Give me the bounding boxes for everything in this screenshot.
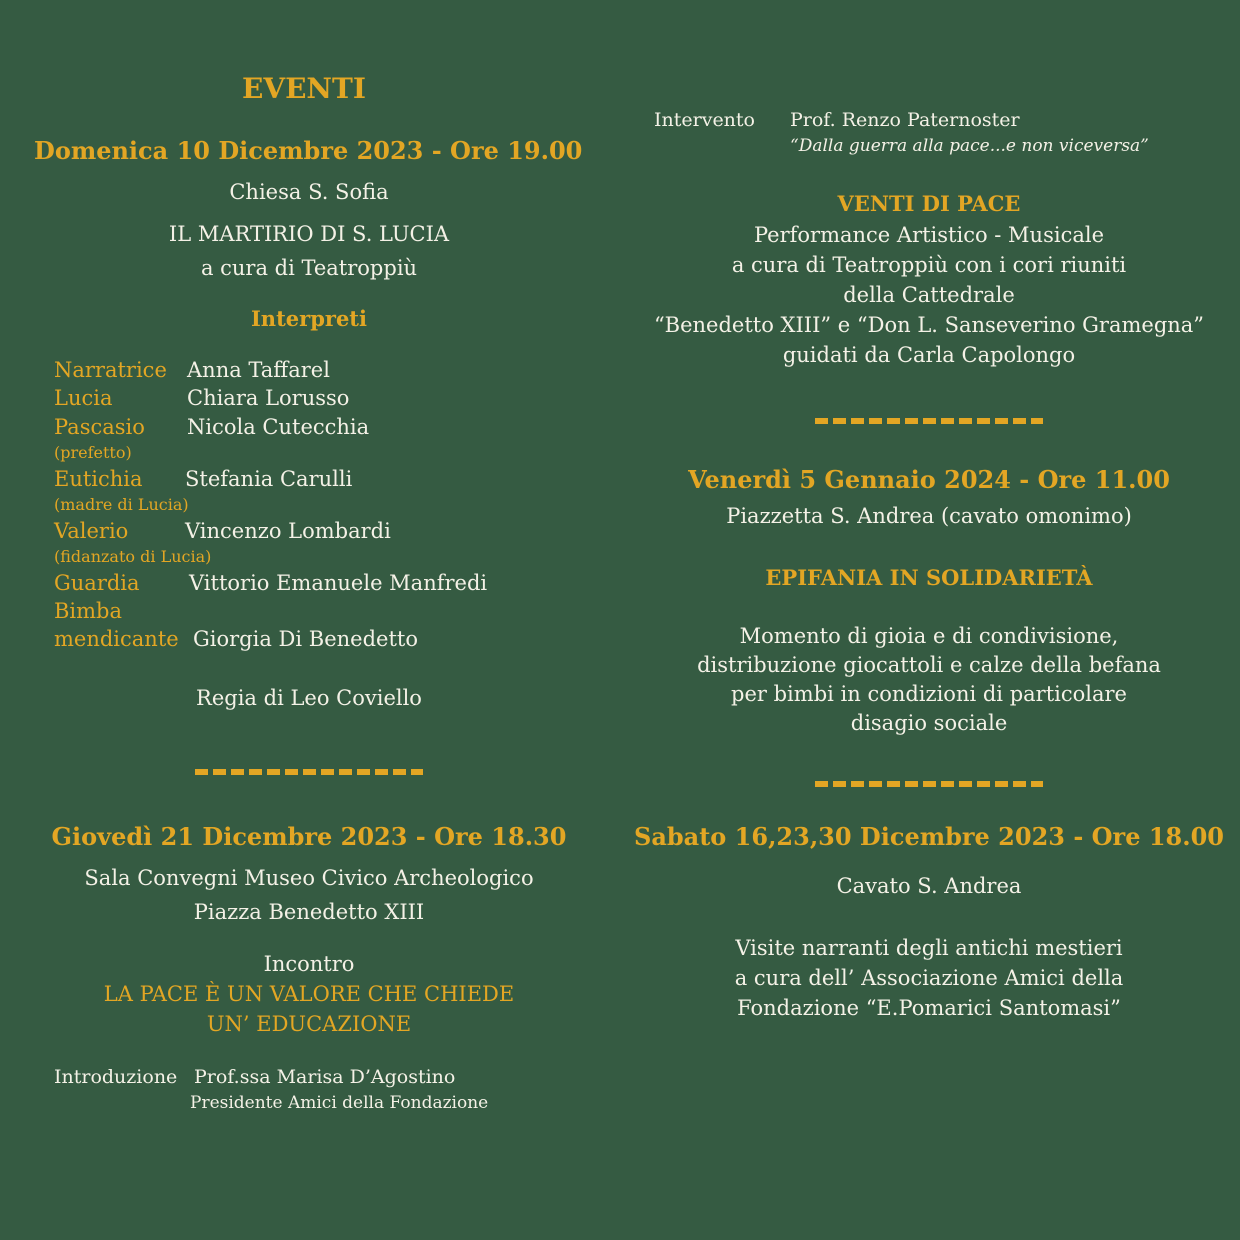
event3-venue: Piazzetta S. Andrea (cavato omonimo) [726,504,1132,528]
event1-date: Domenica 10 Dicembre 2023 - Ore 19.00 [34,136,583,165]
cast-actor: Giorgia Di Benedetto [193,627,418,651]
event1-venue: Chiesa S. Sofia [229,180,389,204]
cast-role: Narratrice [54,358,167,382]
event4-venue: Cavato S. Andrea [836,874,1022,898]
cast-actor: Anna Taffarel [187,358,330,382]
event3-line: disagio sociale [850,711,1008,735]
event4-line: a cura dell’ Associazione Amici della [734,966,1124,990]
event2-date: Giovedì 21 Dicembre 2023 - Ore 18.30 [51,822,567,851]
cast-heading: Interpreti [250,306,367,331]
cast-role-note: (fidanzato di Lucia) [54,547,212,566]
event1-director: Regia di Leo Coviello [196,686,422,710]
cast-role: mendicante [54,627,179,651]
cast-actor: Vittorio Emanuele Manfredi [189,571,488,595]
event3-title: EPIFANIA IN SOLIDARIETÀ [765,565,1093,590]
event2-title: LA PACE È UN VALORE CHE CHIEDE [103,982,515,1006]
event1-curator: a cura di Teatroppiù [200,256,418,280]
divider [815,781,1043,787]
intervento-quote: “Dalla guerra alla pace...e non viceversa” [790,136,1149,156]
cast-actor: Nicola Cutecchia [187,415,370,439]
cast-role-note: (madre di Lucia) [54,495,189,514]
cast-actor: Stefania Carulli [185,467,353,491]
cast-role: Valerio [54,519,129,543]
cast-role: Eutichia [54,467,143,491]
intro-name: Prof.ssa Marisa D’Agostino [194,1066,456,1088]
event4-line: Visite narranti degli antichi mestieri [735,936,1123,960]
venti-line: della Cattedrale [843,283,1015,307]
cast-actor: Chiara Lorusso [187,386,350,410]
cast-role: Bimba [54,599,123,623]
cast-role-note: (prefetto) [54,443,132,462]
cast-role: Guardia [54,571,140,595]
intervento-name: Prof. Renzo Paternoster [790,109,1020,131]
eventi-heading: EVENTI [242,72,366,105]
venti-title: VENTI DI PACE [837,191,1021,216]
event2-title: UN’ EDUCAZIONE [206,1012,412,1036]
intro-role: Presidente Amici della Fondazione [190,1093,489,1113]
event3-line: Momento di gioia e di condivisione, [739,624,1119,648]
venti-line: Performance Artistico - Musicale [753,223,1105,247]
event2-type: Incontro [263,952,355,976]
event2-venue: Sala Convegni Museo Civico Archeologico [84,866,534,890]
cast-actor: Vincenzo Lombardi [185,519,391,543]
venti-line: guidati da Carla Capolongo [782,343,1076,367]
event3-line: distribuzione giocattoli e calze della befana [697,653,1161,677]
divider [195,769,423,775]
venti-line: a cura di Teatroppiù con i cori riuniti [731,253,1127,277]
event4-line: Fondazione “E.Pomarici Santomasi” [737,996,1121,1020]
divider [815,418,1043,424]
event1-title: IL MARTIRIO DI S. LUCIA [168,222,450,246]
event3-date: Venerdì 5 Gennaio 2024 - Ore 11.00 [688,465,1170,494]
event2-venue: Piazza Benedetto XIII [193,900,425,924]
event4-date: Sabato 16,23,30 Dicembre 2023 - Ore 18.00 [634,822,1224,851]
venti-line: “Benedetto XIII” e “Don L. Sanseverino Gramegna” [653,313,1205,337]
cast-role: Lucia [54,386,113,410]
intro-label: Introduzione [54,1066,178,1088]
event3-line: per bimbi in condizioni di particolare [731,682,1127,706]
intervento-label: Intervento [654,109,755,131]
cast-role: Pascasio [54,415,145,439]
